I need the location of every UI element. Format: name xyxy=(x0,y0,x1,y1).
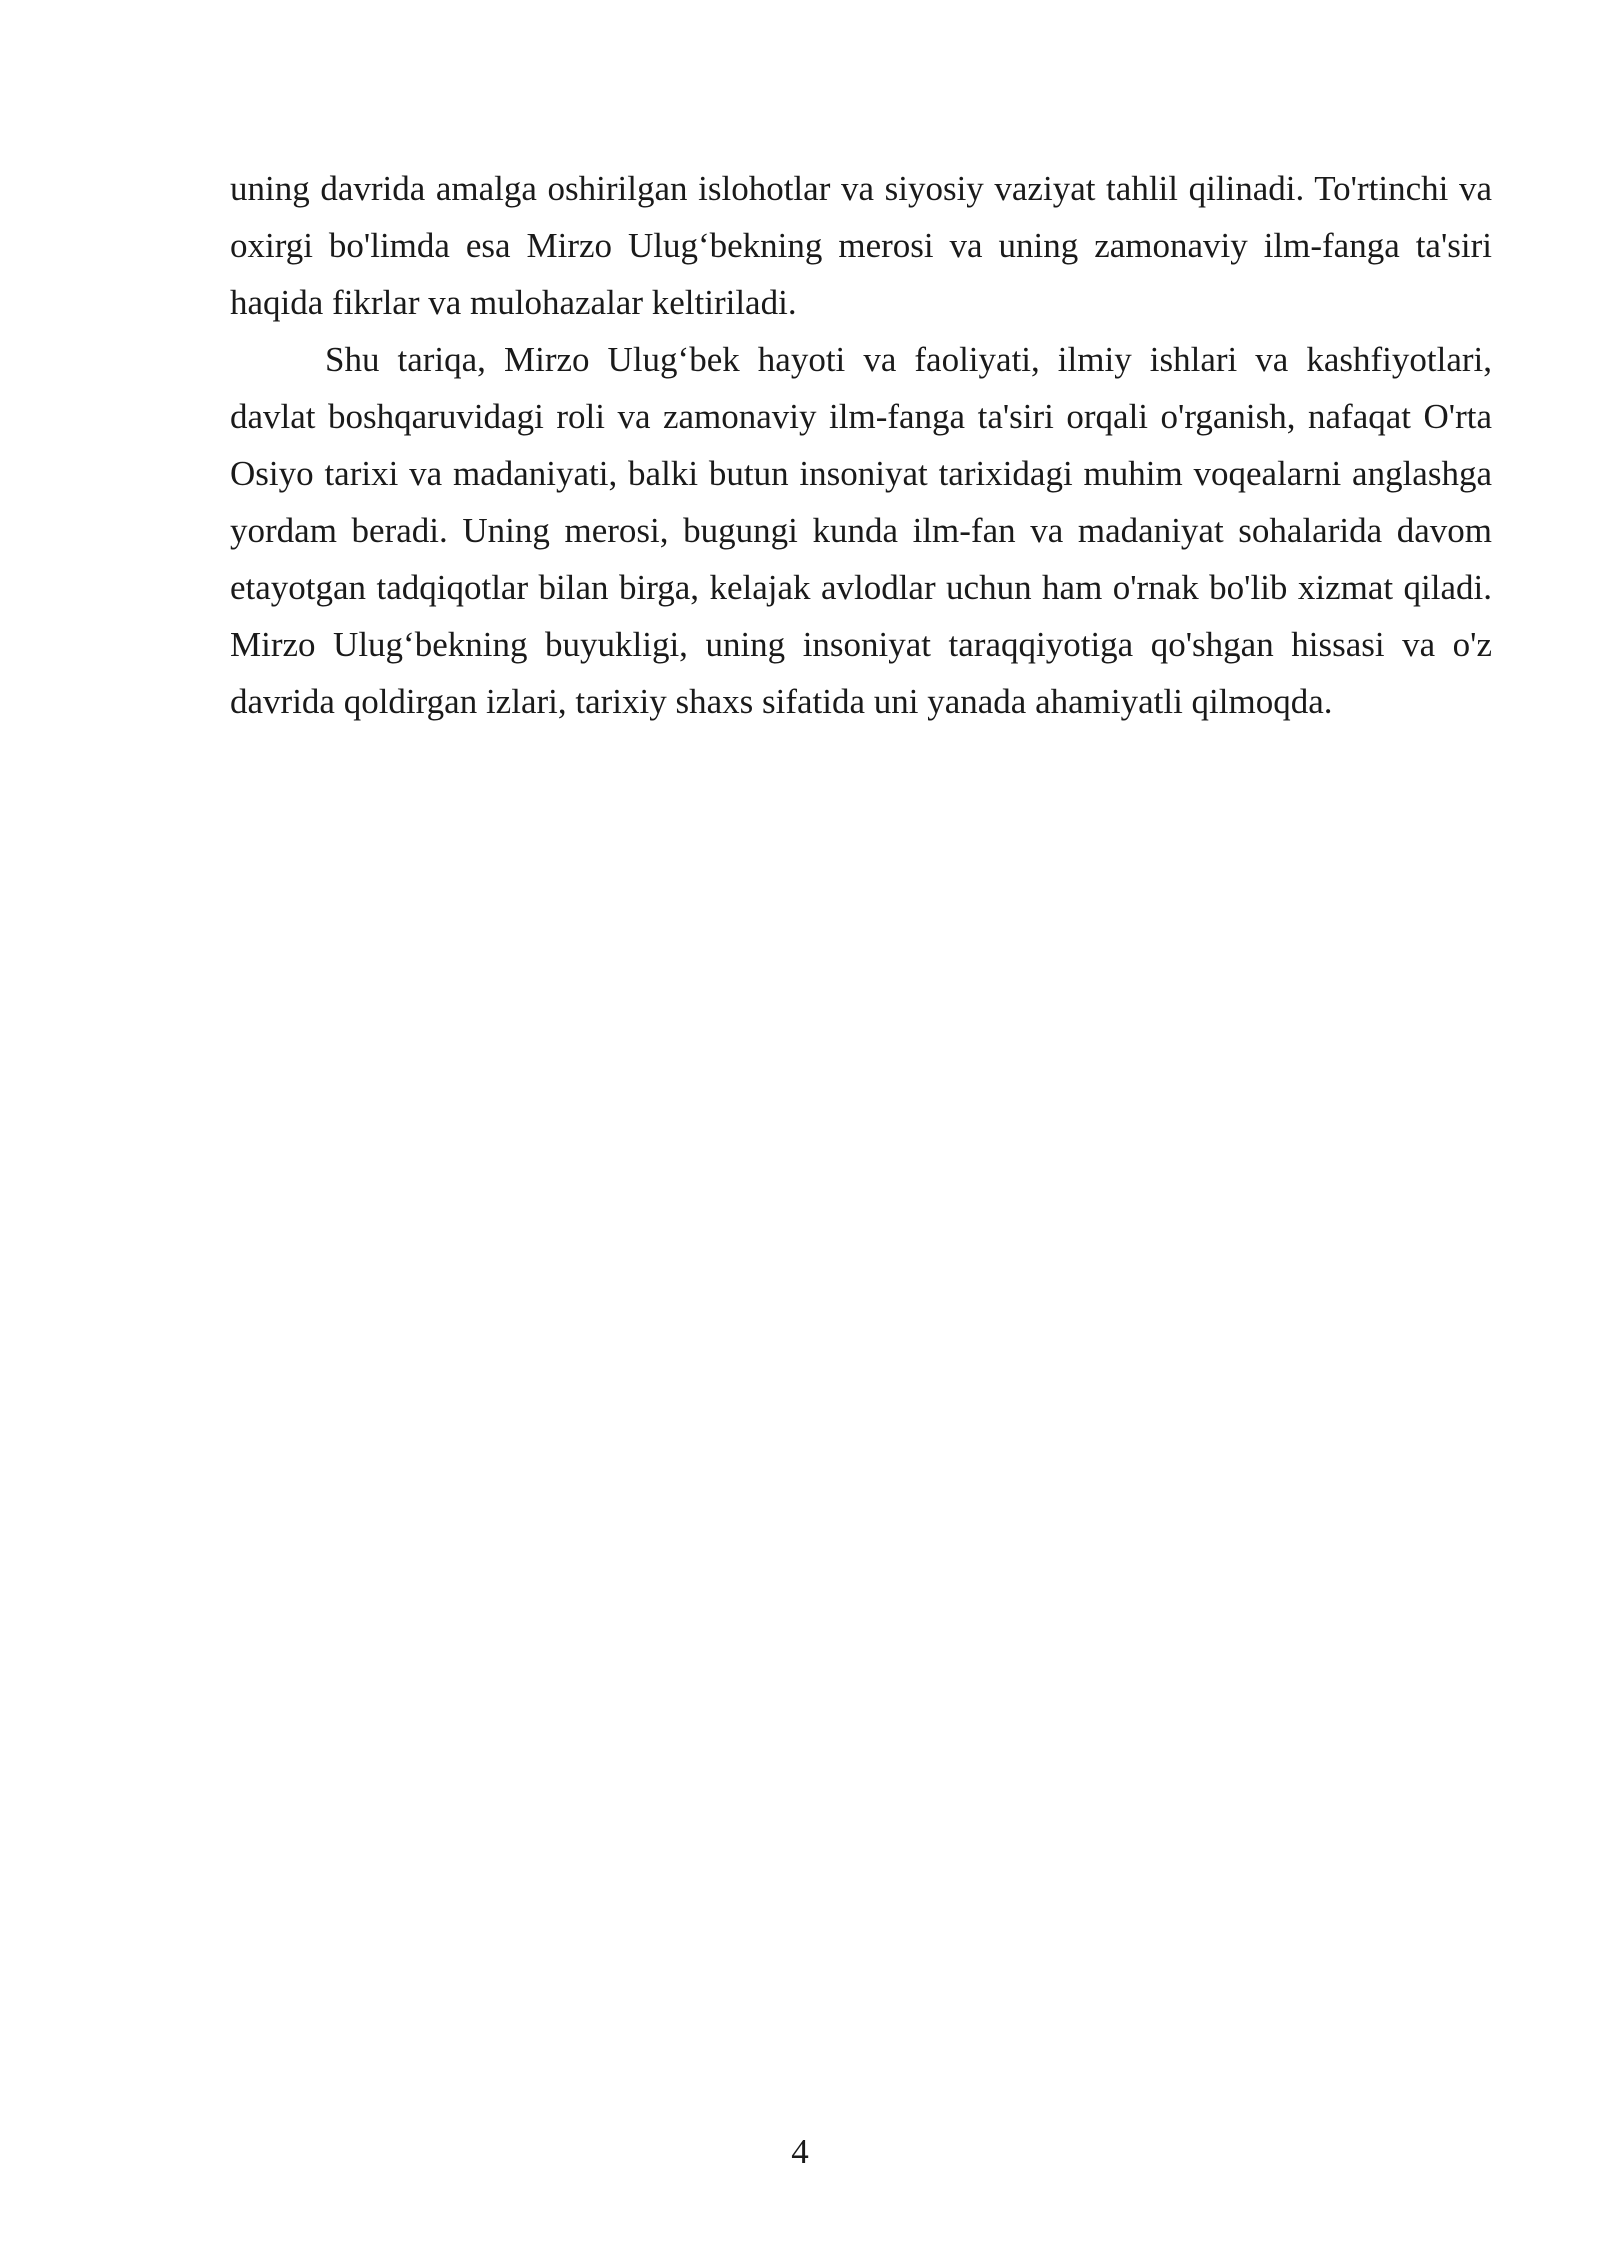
paragraph-summary: Shu tariqa, Mirzo Ulug‘bek hayoti va faoliyati, ilmiy ishlari va kashfiyotlari, davlat boshqaruvidagi roli va zamonaviy ilm-fanga ta'siri orqali o'rganish, nafaqat O'rta Osiyo tarixi va madaniyati, balki butun insoniyat tarixidagi muhim voqealarni anglashga yordam beradi. Uning merosi, bugungi kunda ilm-fan va madaniyat sohalarida davom etayotgan tadqiqotlar bilan birga, kelajak avlodlar uchun ham o'rnak bo'lib xizmat qiladi. Mirzo Ulug‘bekning buyukligi, uning insoniyat taraqqiyotiga qo'shgan hissasi va o'z davrida qoldirgan izlari, tarixiy shaxs sifatida uni yanada ahamiyatli qilmoqda. xyxy=(230,340,1492,721)
paragraph-continuation: uning davrida amalga oshirilgan islohotlar va siyosiy vaziyat tahlil qilinadi. To'rtinchi va oxirgi bo'limda esa Mirzo Ulug‘bekning merosi va uning zamonaviy ilm-fanga ta'siri haqida fikrlar va mulohazalar keltiriladi. xyxy=(230,169,1492,322)
body-text xyxy=(230,160,1492,730)
page-number: 4 xyxy=(791,2132,809,2171)
